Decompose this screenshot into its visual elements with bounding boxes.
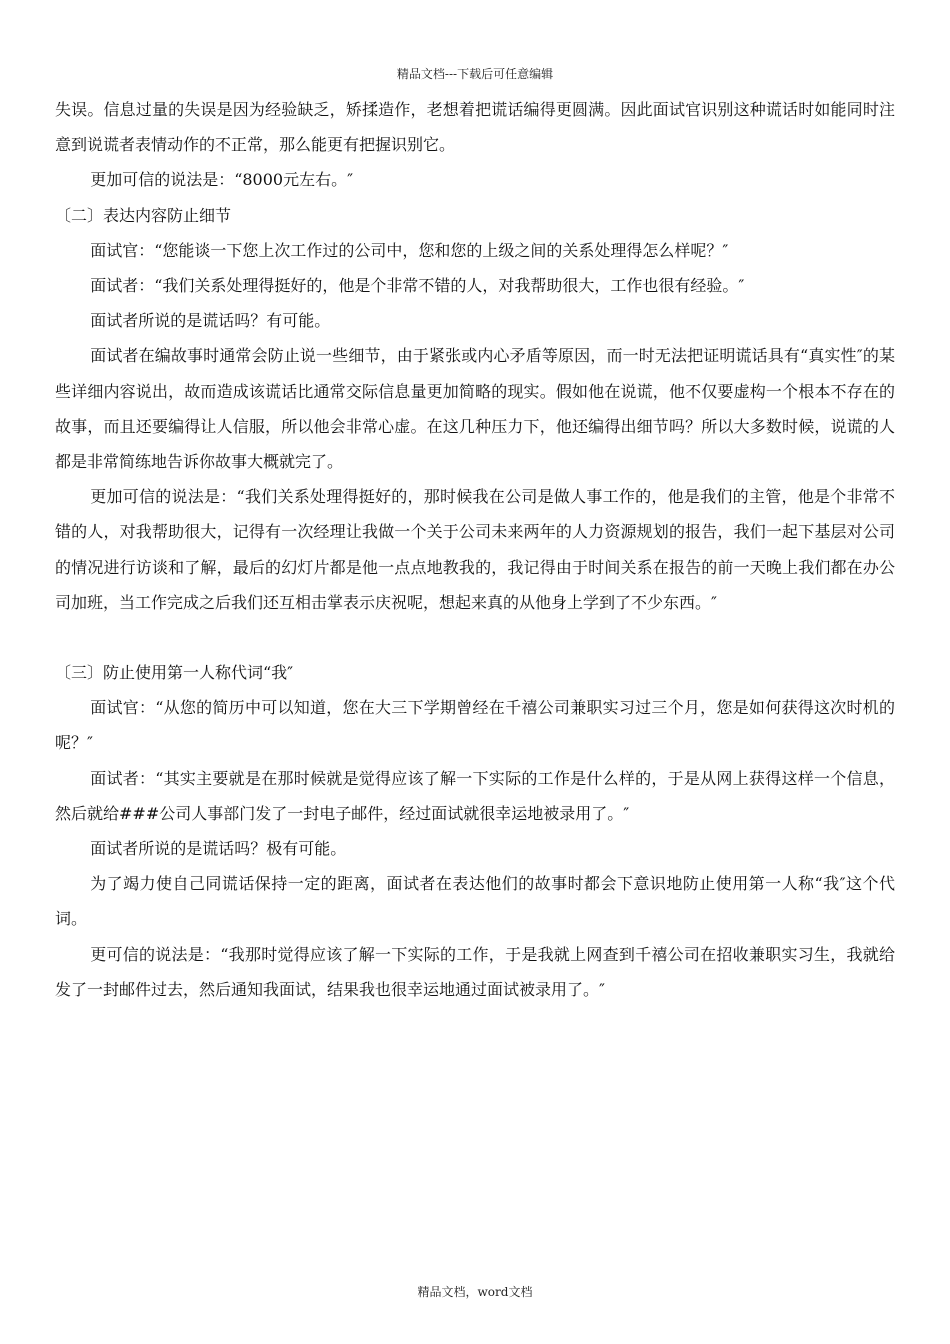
paragraph-8: 面试官：“从您的简历中可以知道，您在大三下学期曾经在千禧公司兼职实习过三个月，您是如何获得这次时机的呢？″ xyxy=(55,698,895,753)
paragraph-6: 面试者在编故事时通常会防止说一些细节，由于紧张或内心矛盾等原因，而一时无法把证明谎话具有“真实性″的某些详细内容说出，故而造成该谎话比通常交际信息量更加简略的现实。假如他在说谎，他不仅要虚构一个根本不存在的故事，而且还要编得让人信服，所以他会非常心虚。在这几种压力下，他还编得出细节吗？所以大多数时候，说谎的人都是非常简练地告诉你故事大概就完了。 xyxy=(55,346,895,472)
paragraph-4: 面试者：“我们关系处理得挺好的，他是个非常不错的人，对我帮助很大，工作也很有经验。″ xyxy=(90,276,745,296)
section-heading-3: 〔三〕防止使用第一人称代词“我″ xyxy=(55,663,294,683)
document-body xyxy=(55,92,895,1007)
paragraph-7: 更加可信的说法是：“我们关系处理得挺好的，那时候我在公司是做人事工作的，他是我们的主管，他是个非常不错的人，对我帮助很大，记得有一次经理让我做一个关于公司未来两年的人力资源规划的报告，我们一起下基层对公司的情况进行访谈和了解，最后的幻灯片都是他一点点地教我的，我记得由于时间关系在报告的前一天晚上我们都在办公司加班，当工作完成之后我们还互相击掌表示庆祝呢，想起来真的从他身上学到了不少东西。″ xyxy=(55,487,895,612)
paragraph-2: 更加可信的说法是：“8000元左右。″ xyxy=(90,170,354,190)
paragraph-5: 面试者所说的是谎话吗？有可能。 xyxy=(90,311,331,331)
paragraph-1: 失误。信息过量的失误是因为经验缺乏，矫揉造作，老想着把谎话编得更圆满。因此面试官识别这种谎话时如能同时注意到说谎者表情动作的不正常，那么能更有把握识别它。 xyxy=(55,100,895,155)
paragraph-10: 面试者所说的是谎话吗？极有可能。 xyxy=(90,839,347,859)
blank-line xyxy=(55,620,895,655)
paragraph-3: 面试官：“您能谈一下您上次工作过的公司中，您和您的上级之间的关系处理得怎么样呢？″ xyxy=(90,240,729,260)
page-footer: 精品文档，word文档 xyxy=(417,1285,533,1299)
paragraph-9: 面试者：“其实主要就是在那时候就是觉得应该了解一下实际的工作是什么样的，于是从网上获得这样一个信息，然后就给###公司人事部门发了一封电子邮件，经过面试就很幸运地被录用了。″ xyxy=(55,768,895,823)
section-heading-2: 〔二〕表达内容防止细节 xyxy=(55,205,232,225)
paragraph-12: 更可信的说法是：“我那时觉得应该了解一下实际的工作，于是我就上网查到千禧公司在招收兼职实习生，我就给发了一封邮件过去，然后通知我面试，结果我也很幸运地通过面试被录用了。″ xyxy=(55,944,895,999)
paragraph-11: 为了竭力使自己同谎话保持一定的距离，面试者在表达他们的故事时都会下意识地防止使用第一人称“我″这个代词。 xyxy=(55,874,895,929)
page-header: 精品文档---下载后可任意编辑 xyxy=(396,67,554,81)
